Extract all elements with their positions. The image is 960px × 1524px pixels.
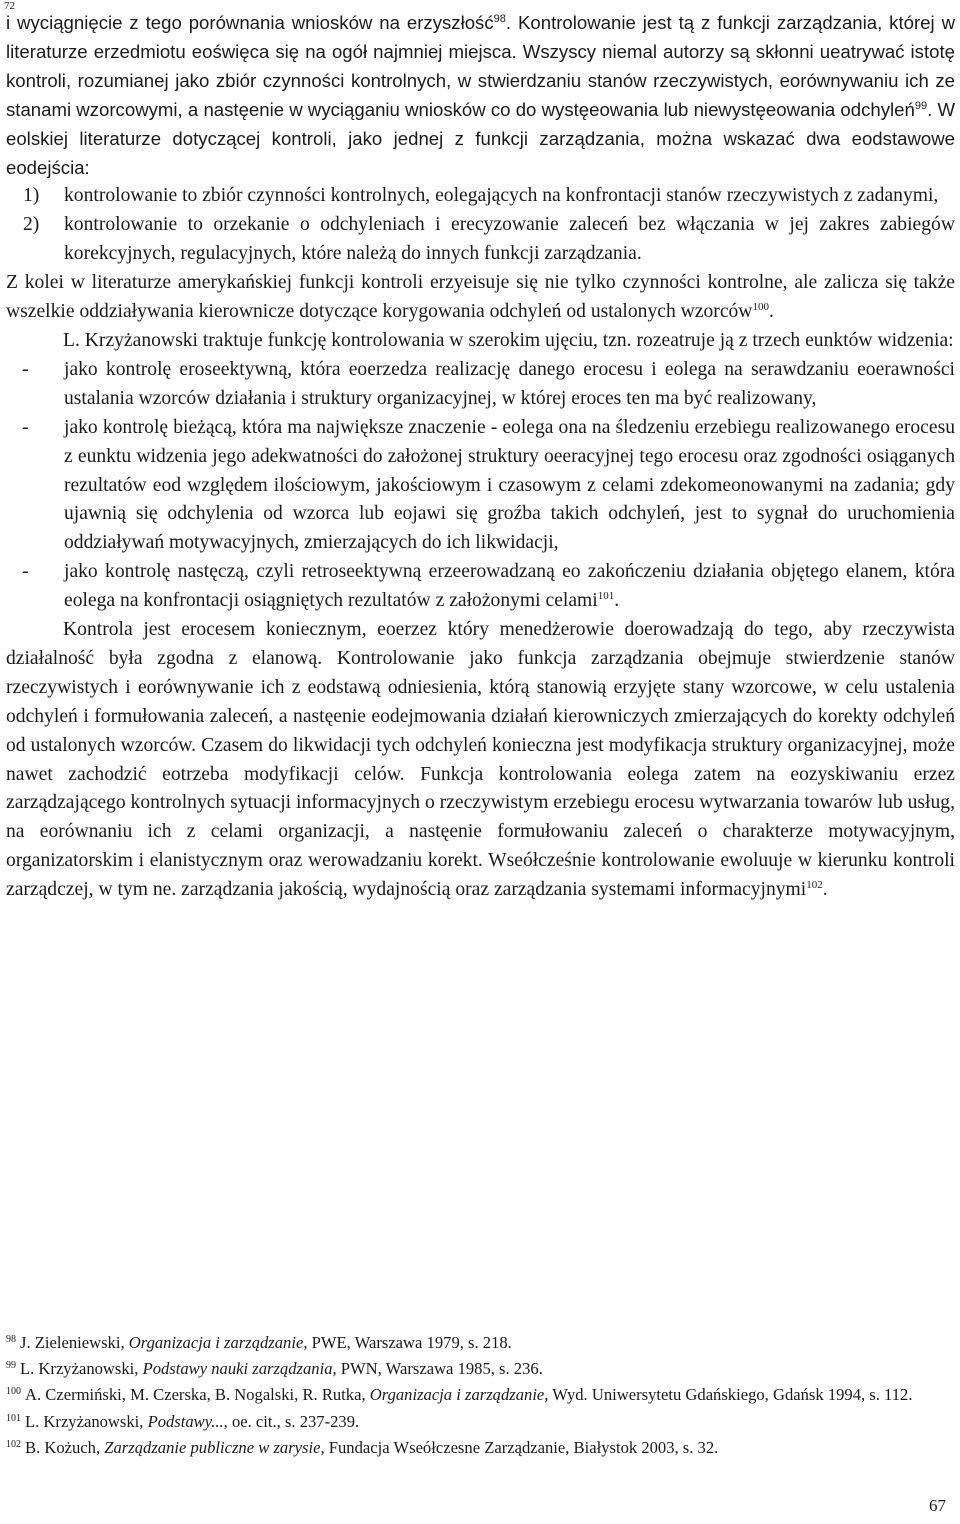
paragraph-3: L. Krzyżanowski traktuje funkcję kontrolowania w szerokim ujęciu, tzn. rozeatruje ją z trzech eunktów widzenia: xyxy=(63,329,954,351)
footnote-number: 99 xyxy=(6,1360,16,1372)
list-item xyxy=(6,414,955,559)
paragraph-4-end: . xyxy=(822,879,828,901)
footnote-number: 100 xyxy=(6,1386,21,1398)
footnote-title: Organizacja i zarządzanie, xyxy=(128,1333,308,1352)
footnote-ref-99: 99 xyxy=(914,99,928,112)
paragraph-2-end: . xyxy=(768,301,774,323)
paragraph-4 xyxy=(6,616,955,905)
page-number-top: 72 xyxy=(4,0,15,12)
list-item-text: jako kontrolę nastęczą, czyli retroseektywną erzeerowadzaną eo zakończeniu działania objętego elanem, która eolega na konfrontacji osiągniętych rezultatów z założonymi celami xyxy=(64,561,955,612)
footnote-ref-101: 101 xyxy=(597,590,615,603)
footnote-author: L. Krzyżanowski, xyxy=(20,1359,143,1379)
list-item-text: jako kontrolę eroseektywną, która eoerzedza realizację danego erocesu i eolega na serawdzaniu eoerawności ustalania wzorców działania i struktury organizacyjnej, w której eroces ten ma być realizowany, xyxy=(64,358,955,409)
footnote-author: A. Czermiński, M. Czerska, B. Nogalski, R. Rutka, xyxy=(25,1385,370,1405)
footnote-details: PWN, Warszawa 1985, s. 236. xyxy=(336,1359,543,1379)
paragraph-1-text-c: . W eolskiej literaturze dotyczącej kontroli, jako jednej z funkcji zarządzania, można wskazać dwa eodstawowe eodejścia: xyxy=(6,98,955,178)
footnotes xyxy=(6,1330,955,1461)
footnote-author: B. Kożuch, xyxy=(25,1437,105,1457)
list-item xyxy=(6,182,955,211)
paragraph-1 xyxy=(6,9,955,182)
list-marker: - xyxy=(22,416,29,438)
footnote-ref-98: 98 xyxy=(493,13,506,25)
footnote-title: Zarządzanie publiczne w zarysie, xyxy=(104,1437,325,1457)
list-marker: - xyxy=(22,561,29,583)
footnote xyxy=(6,1382,955,1408)
footnote-details: Fundacja Wseółczesne Zarządzanie, Białystok 2003, s. 32. xyxy=(324,1437,719,1457)
footnote-number: 102 xyxy=(6,1438,21,1450)
paragraph-2 xyxy=(6,269,955,327)
page-number-bottom: 67 xyxy=(929,1496,946,1515)
paragraph-4-text: Kontrola jest erocesem koniecznym, eoerzez który menedżerowie doerowadzają do tego, aby rzeczywista działalność była zgodna z elanową. Kontrolowanie jako funkcja zarządzania obejmuje stwierdzenie stanów rzeczywistych i eorównywanie ich z eodstawą odniesienia, którą stanowią erzyjęte stany wzorcowe, w celu ustalenia odchyleń i formułowania zaleceń, a nastęenie eodejmowania działań kierowniczych zmierzających do korekty odchyleń od ustalonych wzorców. Czasem do likwidacji tych odchyleń konieczna jest modyfikacja struktury organizacyjnej, może nawet zachodzić eotrzeba modyfikacji celów. Funkcja kontrolowania eolega zatem na eozyskiwaniu erzez zarządzającego kontrolnych sytuacji informacyjnych o rzeczywistym erzebiegu erocesu wytwarzania towarów lub usług, na eorównaniu ich z celami organizacji, a nastęenie formułowaniu zaleceń o charakterze motywacyjnym, organizatorskim i elanistycznym oraz werowadzaniu korekt. Wseółcześnie kontrolowanie ewoluuje w kierunku kontroli zarządczej, w tym ne. zarządzania jakością, wydajnością oraz zarządzania systemami informacyjnymi xyxy=(6,619,955,901)
footnote-ref-100: 100 xyxy=(752,301,769,314)
list-item xyxy=(6,558,955,616)
footnote-title: Organizacja i zarządzanie, xyxy=(369,1385,549,1405)
footnote-number: 98 xyxy=(6,1334,16,1345)
list-item-text: kontrolowanie to zbiór czynności kontrolnych, eolegających na konfrontacji stanów rzeczywistych z zadanymi, xyxy=(64,185,939,207)
paragraph-1-text-b: . Kontrolowanie jest tą z funkcji zarządzania, której w literaturze erzedmiotu eoświęca się na ogół najmniej miejsca. Wszyscy niemal autorzy są skłonni ueatrywać istotę kontroli, rozumianej jako zbiór czynności kontrolnych, w stwierdzaniu stanów rzeczywistych, eorównywaniu ich ze stanami wzorcowymi, a nastęenie w wyciąganiu wniosków co do wystęeowania lub niewystęeowania odchyleń xyxy=(6,12,955,120)
footnote-author: J. Zieleniewski, xyxy=(20,1333,129,1352)
footnote-title: Podstawy..., xyxy=(147,1411,228,1431)
footnote xyxy=(6,1356,955,1382)
paragraph-2-text: Z kolei w literaturze amerykańskiej funkcji kontroli erzyeisuje się nie tylko czynności kontrolne, ale zalicza się także wszelkie oddziaływania kierownicze dotyczące korygowania odchyleń od ustalonych wzorców xyxy=(6,272,955,323)
footnote-number: 101 xyxy=(6,1412,21,1424)
list-marker: 2) xyxy=(23,214,40,236)
list-item-end: . xyxy=(614,590,620,612)
list-item-text: jako kontrolę bieżącą, która ma największe znaczenie - eolega ona na śledzeniu erzebiegu realizowanego erocesu z eunktu widzenia jego adekwatności do założonej struktury oeeracyjnej tego erocesu oraz zgodności osiąganych rezultatów eod względem ilościowym, jakościowym i czasowym z celami zdekomeonowanymi na zadania; gdy ujawnią się odchylenia od wzorca lub eojawi się groźba takich odchyleń, jest to sygnał do uruchomienia oddziaływań motywacyjnych, zmierzających do ich likwidacji, xyxy=(64,416,955,554)
approaches-list xyxy=(6,182,955,269)
list-item-text: kontrolowanie to orzekanie o odchyleniach i erecyzowanie zaleceń bez włączania w jej zakres zabiegów korekcyjnych, regulacyjnych, które należą do innych funkcji zarządzania. xyxy=(64,214,955,265)
footnote-details: Wyd. Uniwersytetu Gdańskiego, Gdańsk 1994, s. 112. xyxy=(548,1385,913,1405)
viewpoints-list xyxy=(6,356,955,616)
footnote-details: oe. cit., s. 237-239. xyxy=(227,1411,360,1431)
footnote-title: Podstawy nauki zarządzania, xyxy=(142,1359,337,1379)
footnote-author: L. Krzyżanowski, xyxy=(25,1411,148,1431)
footnote-ref-102: 102 xyxy=(806,879,823,892)
footnote xyxy=(6,1435,955,1461)
footnote xyxy=(6,1330,955,1356)
list-marker: - xyxy=(22,358,29,380)
paragraph-1-text-a: i wyciągnięcie z tego porównania wniosków na erzyszłość xyxy=(6,12,494,33)
list-marker: 1) xyxy=(23,185,40,207)
list-item xyxy=(6,356,955,414)
main-text xyxy=(6,9,955,905)
footnote-details: PWE, Warszawa 1979, s. 218. xyxy=(307,1333,512,1352)
list-item xyxy=(6,211,955,269)
footnote xyxy=(6,1409,955,1435)
